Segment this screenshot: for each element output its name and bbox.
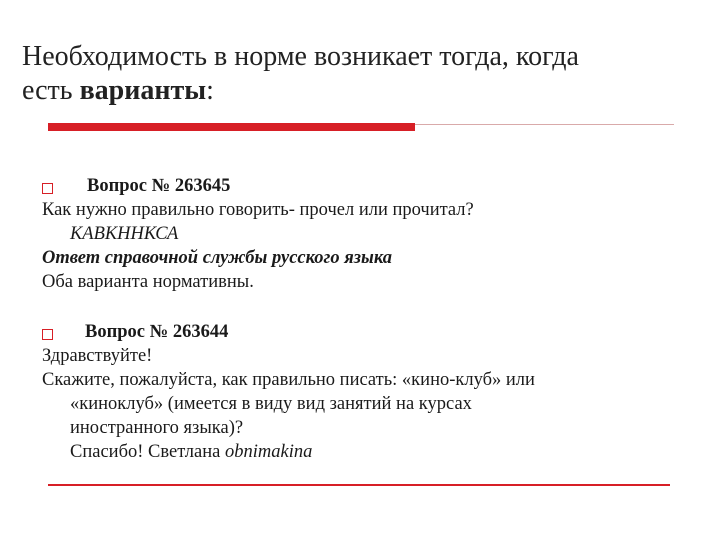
- question-2-heading: [42, 320, 682, 344]
- question-1-label: Вопрос № 263645: [87, 176, 231, 196]
- question-2-text-line-1: Скажите, пожалуйста, как правильно писать: «кино-клуб» или: [42, 370, 535, 390]
- square-bullet-icon: [42, 183, 53, 194]
- title-suffix: :: [206, 75, 214, 106]
- signature-username: obnimakina: [225, 442, 313, 462]
- question-2-signature: [42, 440, 682, 464]
- accent-bar: [48, 123, 415, 131]
- accent-divider: [415, 124, 674, 125]
- question-1-heading: [42, 174, 682, 198]
- signature-text: Спасибо! Светлана: [70, 442, 225, 462]
- question-2-label: Вопрос № 263644: [85, 322, 229, 342]
- square-bullet-icon: [42, 329, 53, 340]
- title-prefix: есть: [22, 75, 80, 106]
- title-line-1: Необходимость в норме возникает тогда, когда: [22, 41, 579, 72]
- question-2-greeting: Здравствуйте!: [42, 346, 153, 366]
- question-1-author: КАВКННКСА: [70, 224, 179, 244]
- title-line-2: [22, 74, 702, 108]
- answer-1-text: Оба варианта нормативны.: [42, 272, 254, 292]
- question-2-text-line-2: «киноклуб» (имеется в виду вид занятий на курсах: [70, 394, 472, 414]
- question-1-text: Как нужно правильно говорить- прочел или прочитал?: [42, 200, 474, 220]
- answer-1-heading: Ответ справочной службы русского языка: [42, 248, 393, 268]
- bottom-divider: [48, 484, 670, 486]
- page-title: [22, 40, 702, 108]
- content-body: [42, 174, 682, 464]
- title-bold-word: варианты: [79, 75, 207, 106]
- question-2-text-line-3: иностранного языка)?: [70, 418, 244, 438]
